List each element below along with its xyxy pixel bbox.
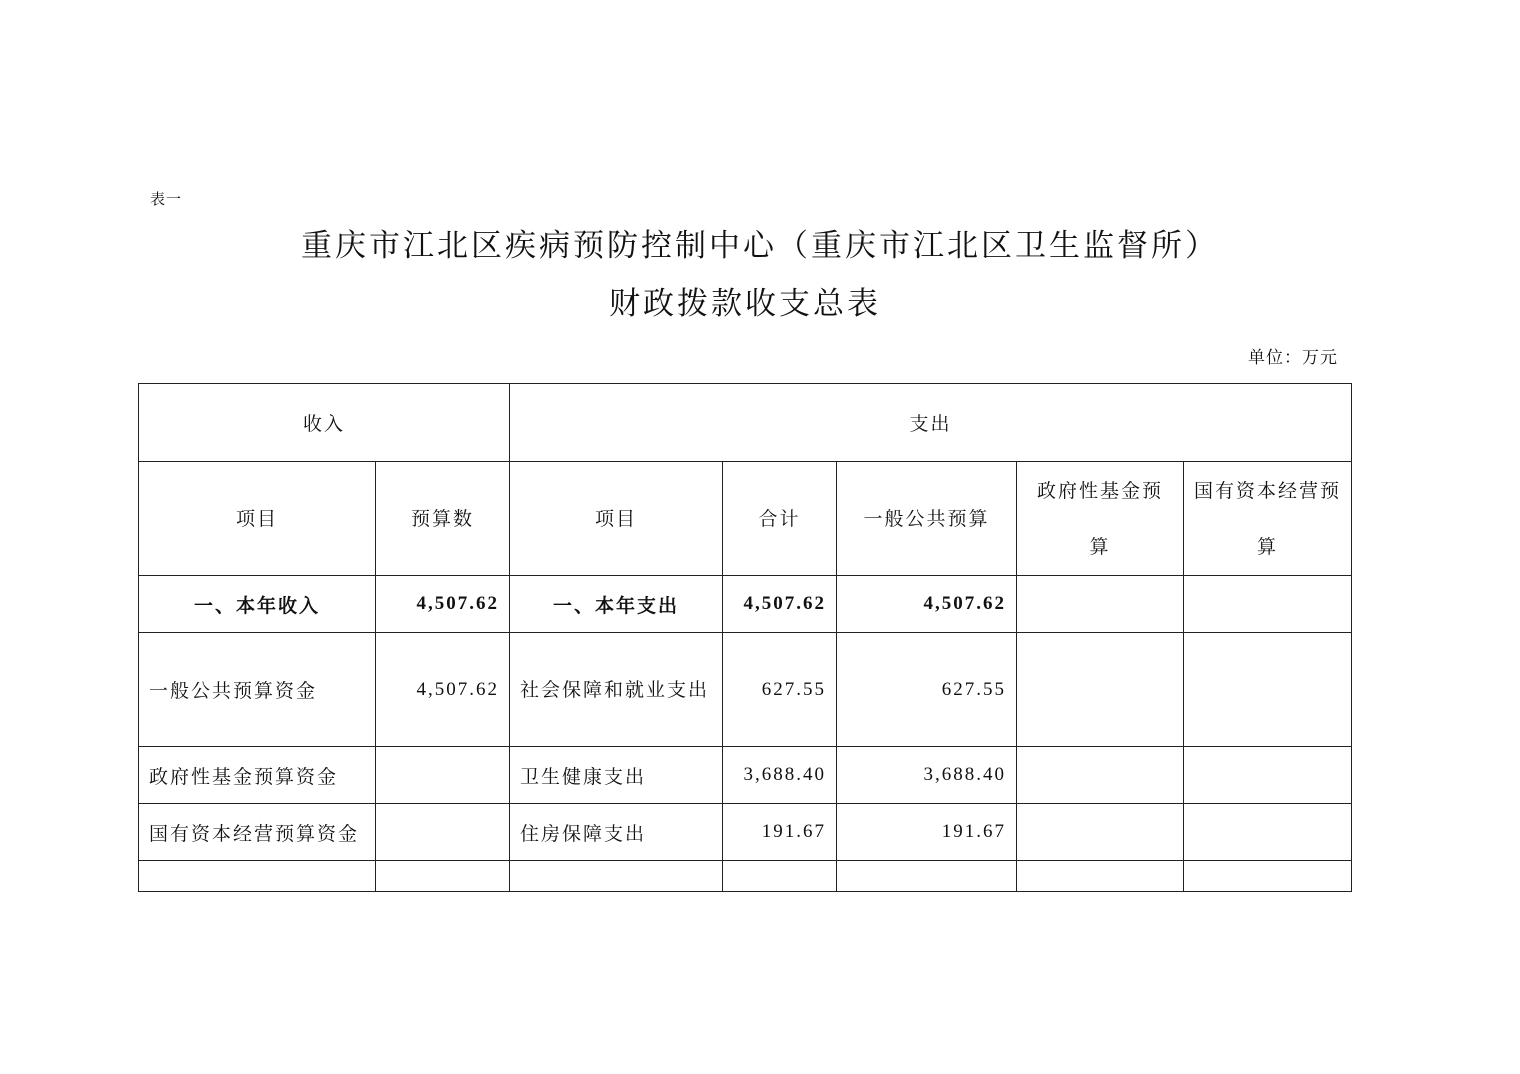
cell-exp-general: 627.55 (837, 633, 1017, 747)
column-header-row (139, 462, 1352, 576)
col-header-exp-state-capital: 国有资本经营预算 (1184, 462, 1352, 576)
table-row (139, 747, 1352, 804)
cell-exp-state-capital (1184, 804, 1352, 861)
col-header-exp-total: 合计 (723, 462, 837, 576)
cell-exp-general: 4,507.62 (837, 576, 1017, 633)
cell-exp-item: 社会保障和就业支出 (510, 633, 723, 747)
cell-income-budget: 4,507.62 (376, 576, 510, 633)
cell-income-budget (376, 804, 510, 861)
page-subtitle: 财政拨款收支总表 (609, 286, 881, 322)
cell-exp-state-capital (1184, 861, 1352, 892)
col-header-exp-item: 项目 (510, 462, 723, 576)
cell-exp-general: 3,688.40 (837, 747, 1017, 804)
cell-exp-total: 191.67 (723, 804, 837, 861)
table-row-total (139, 576, 1352, 633)
cell-exp-gov-fund (1017, 633, 1184, 747)
cell-exp-gov-fund (1017, 861, 1184, 892)
table-row (139, 804, 1352, 861)
col-header-income-item: 项目 (139, 462, 376, 576)
unit-label: 单位：万元 (1248, 348, 1338, 368)
table-row-empty (139, 861, 1352, 892)
cell-exp-total: 4,507.62 (723, 576, 837, 633)
col-header-exp-gov-fund: 政府性基金预算 (1017, 462, 1184, 576)
cell-income-item: 一、本年收入 (139, 576, 376, 633)
cell-exp-item: 一、本年支出 (510, 576, 723, 633)
cell-exp-total: 627.55 (723, 633, 837, 747)
cell-exp-gov-fund (1017, 747, 1184, 804)
cell-exp-total (723, 861, 837, 892)
cell-income-item: 国有资本经营预算资金 (139, 804, 376, 861)
col-header-income-budget: 预算数 (376, 462, 510, 576)
cell-exp-state-capital (1184, 747, 1352, 804)
cell-exp-general: 191.67 (837, 804, 1017, 861)
cell-income-item: 一般公共预算资金 (139, 633, 376, 747)
cell-exp-gov-fund (1017, 804, 1184, 861)
expenditure-group-header: 支出 (510, 384, 1352, 462)
cell-exp-item: 卫生健康支出 (510, 747, 723, 804)
cell-exp-general (837, 861, 1017, 892)
cell-exp-gov-fund (1017, 576, 1184, 633)
cell-exp-state-capital (1184, 633, 1352, 747)
cell-income-item: 政府性基金预算资金 (139, 747, 376, 804)
group-header-row (139, 384, 1352, 462)
table-label: 表一 (150, 190, 183, 208)
cell-income-budget (376, 747, 510, 804)
table-row (139, 633, 1352, 747)
income-group-header: 收入 (139, 384, 510, 462)
cell-exp-total: 3,688.40 (723, 747, 837, 804)
cell-exp-item: 住房保障支出 (510, 804, 723, 861)
cell-exp-item (510, 861, 723, 892)
col-header-exp-general: 一般公共预算 (837, 462, 1017, 576)
budget-summary-table (138, 383, 1352, 892)
cell-income-budget: 4,507.62 (376, 633, 510, 747)
cell-income-item (139, 861, 376, 892)
cell-income-budget (376, 861, 510, 892)
page-title: 重庆市江北区疾病预防控制中心（重庆市江北区卫生监督所） (301, 228, 1219, 264)
cell-exp-state-capital (1184, 576, 1352, 633)
